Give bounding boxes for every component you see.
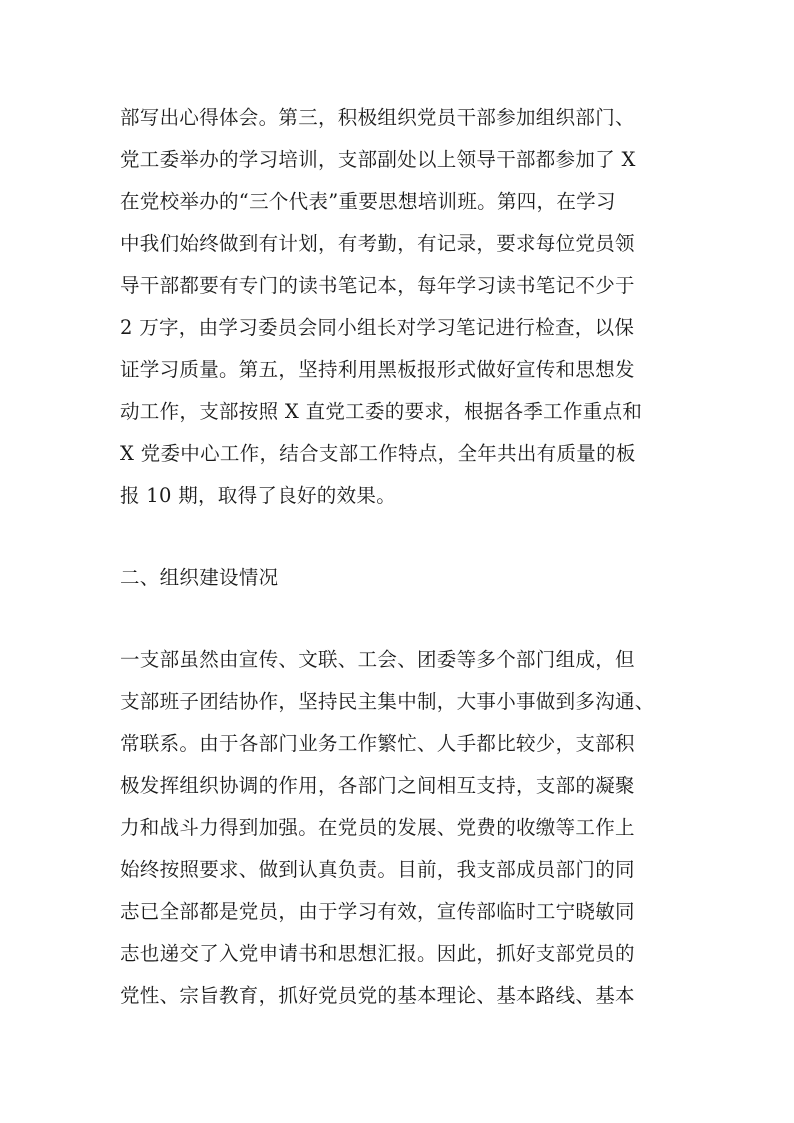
text-line: 力和战斗力得到加强。在党员的发展、党费的收缴等工作上 [120, 816, 635, 839]
text-line: 中我们始终做到有计划，有考勤，有记录，要求每位党员领 [120, 232, 635, 255]
text-line: 2 万字，由学习委员会同小组长对学习笔记进行检查，以保 [120, 316, 635, 339]
text-line: 支部班子团结协作，坚持民主集中制，大事小事做到多沟通、 [120, 690, 655, 713]
text-line: 在党校举办的“三个代表”重要思想培训班。第四，在学习 [120, 190, 616, 213]
text-line: 部写出心得体会。第三，积极组织党员干部参加组织部门、 [120, 106, 635, 129]
text-line: X 党委中心工作，结合支部工作特点，全年共出有质量的板 [120, 442, 636, 465]
text-line: 常联系。由于各部门业务工作繁忙、人手都比较少，支部积 [120, 732, 635, 755]
text-line: 导干部都要有专门的读书笔记本，每年学习读书笔记不少于 [120, 274, 635, 297]
text-line: 始终按照要求、做到认真负责。目前，我支部成员部门的同 [120, 858, 635, 881]
text-line: 党工委举办的学习培训，支部副处以上领导干部都参加了 X [120, 148, 636, 171]
text-line: 极发挥组织协调的作用，各部门之间相互支持，支部的凝聚 [120, 774, 635, 797]
text-line: 证学习质量。第五，坚持利用黑板报形式做好宣传和思想发 [120, 358, 635, 381]
section-heading: 二、组织建设情况 [120, 566, 279, 589]
text-line: 志也递交了入党申请书和思想汇报。因此，抓好支部党员的 [120, 942, 635, 965]
text-line: 志已全部都是党员，由于学习有效，宣传部临时工宁晓敏同 [120, 900, 635, 923]
text-line: 动工作，支部按照 X 直党工委的要求，根据各季工作重点和 [120, 400, 643, 423]
text-line: 一支部虽然由宣传、文联、工会、团委等多个部门组成，但 [120, 648, 635, 671]
text-line: 报 10 期，取得了良好的效果。 [120, 484, 397, 507]
text-line: 党性、宗旨教育，抓好党员党的基本理论、基本路线、基本 [120, 984, 635, 1007]
